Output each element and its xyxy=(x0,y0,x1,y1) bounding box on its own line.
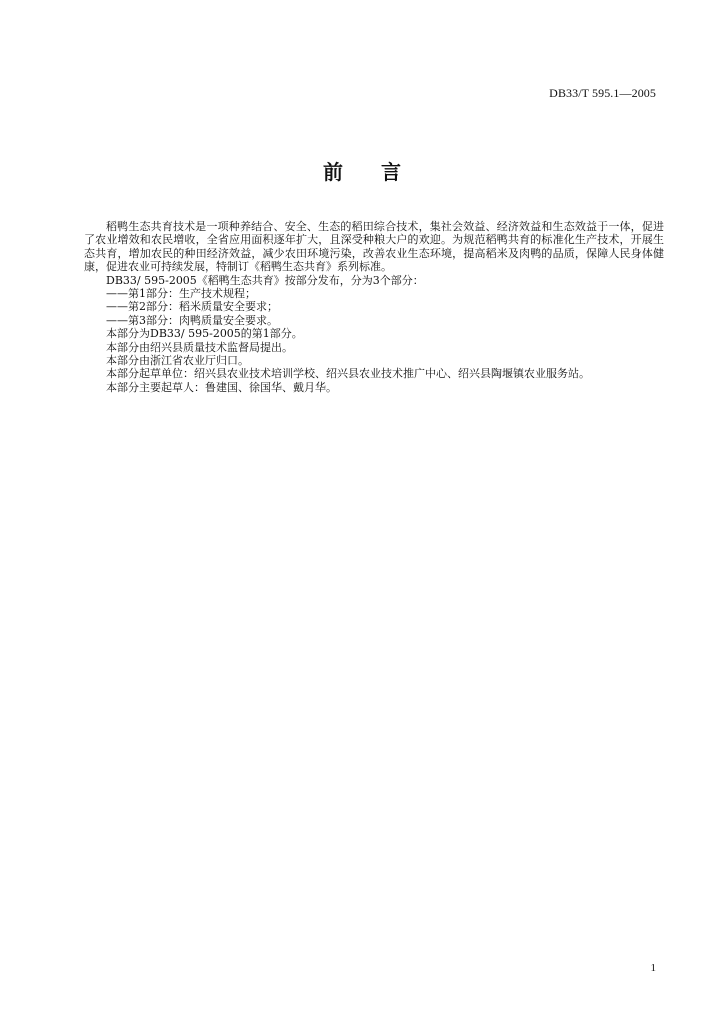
foreword-paragraph-drafting-units: 本部分起草单位：绍兴县农业技术培训学校、绍兴县农业技术推广中心、绍兴县陶堰镇农业服务站。 xyxy=(106,367,590,381)
foreword-paragraph-parts: DB33/ 595-2005《稻鸭生态共育》按部分发布，分为3个部分： xyxy=(106,273,424,287)
foreword-paragraph-intro: 稻鸭生态共育技术是一项种养结合、安全、生态的稻田综合技术，集社会效益、经济效益和生态效益于一体，促进了农业增效和农民增收，全省应用面积逐年扩大，且深受种粮大户的欢迎。为规范稻鸭共育的标准化生产技术，开展生态共育，增加农民的种田经济效益，减少农田环境污染，改善农业生态环境，提高稻米及肉鸭的品质，保障人民身体健康，促进农业可持续发展，特制订《稻鸭生态共育》系列标准。 xyxy=(84,220,664,274)
foreword-list-item-part-1: ——第1部分：生产技术规程； xyxy=(106,287,256,301)
foreword-list-item-part-3: ——第3部分：肉鸭质量安全要求。 xyxy=(106,313,278,327)
foreword-paragraph-this-part: 本部分为DB33/ 595-2005的第1部分。 xyxy=(106,327,303,341)
foreword-list-item-part-2: ——第2部分：稻米质量安全要求； xyxy=(106,300,278,314)
foreword-body xyxy=(84,220,664,394)
foreword-paragraph-drafters: 本部分主要起草人：鲁建国、徐国华、戴月华。 xyxy=(106,380,337,394)
page-title-char-2: 言 xyxy=(381,160,401,184)
foreword-paragraph-proposer: 本部分由绍兴县质量技术监督局提出。 xyxy=(106,340,293,354)
page-title xyxy=(0,156,724,185)
foreword-paragraph-centralized: 本部分由浙江省农业厅归口。 xyxy=(106,354,249,368)
document-code: DB33/T 595.1—2005 xyxy=(549,86,656,100)
page-number: 1 xyxy=(650,962,656,974)
page-title-char-1: 前 xyxy=(323,160,343,184)
